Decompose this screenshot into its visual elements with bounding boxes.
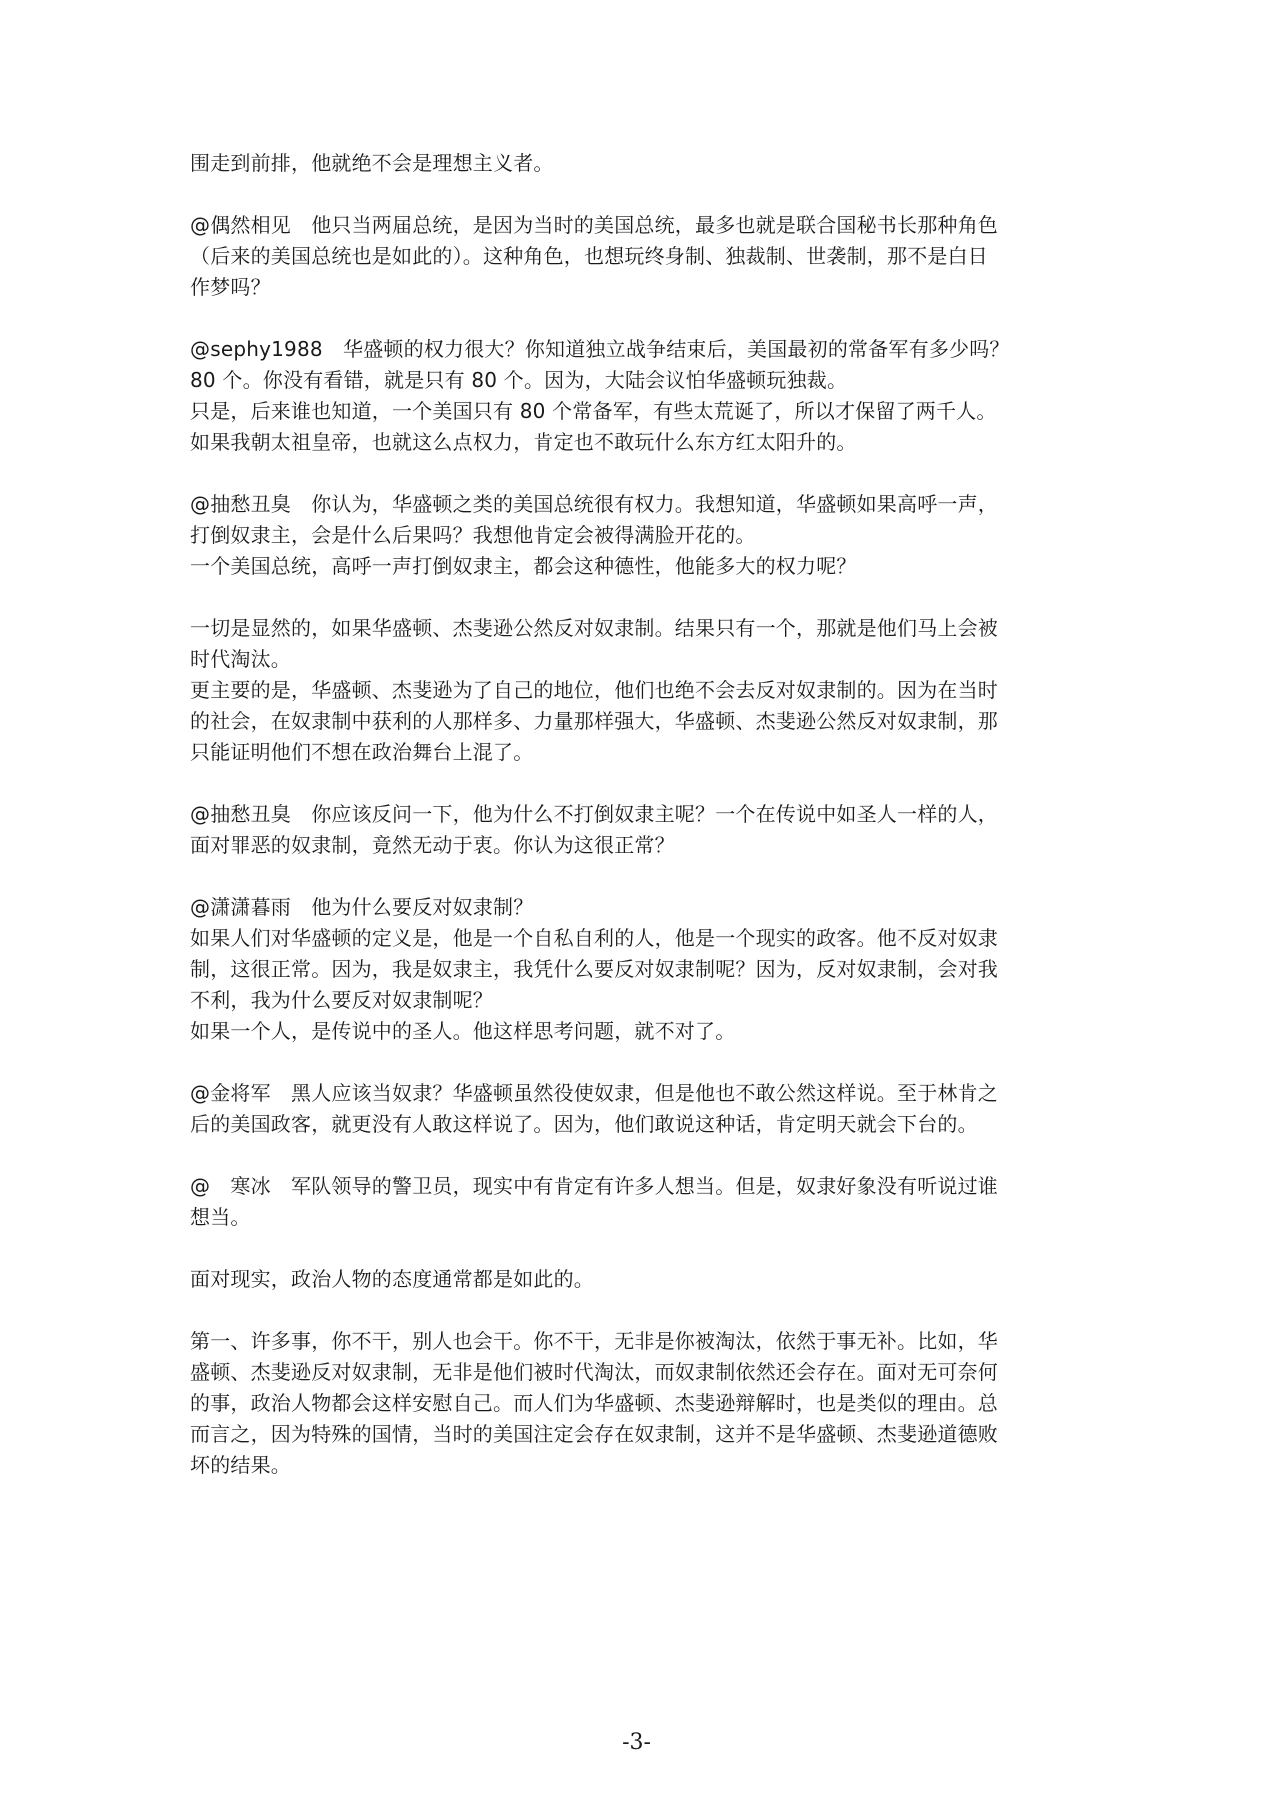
paragraph xyxy=(190,1326,1085,1481)
text-line: 面对现实，政治人物的态度通常都是如此的。 xyxy=(190,1267,594,1291)
paragraph xyxy=(190,892,1085,1047)
text-line: 第一、许多事，你不干，别人也会干。你不干，无非是你被淘汰，依然于事无补。比如，华 xyxy=(190,1329,998,1353)
text-line: 如果我朝太祖皇帝，也就这么点权力，肯定也不敢玩什么东方红太阳升的。 xyxy=(190,430,857,454)
text-line: 如果一个人，是传说中的圣人。他这样思考问题，就不对了。 xyxy=(190,1019,736,1043)
text-line: @ 寒冰 军队领导的警卫员，现实中有肯定有许多人想当。但是，奴隶好象没有听说过谁 xyxy=(190,1174,998,1198)
text-line: 打倒奴隶主，会是什么后果吗？我想他肯定会被得满脸开花的。 xyxy=(190,523,756,547)
text-line: 制，这很正常。因为，我是奴隶主，我凭什么要反对奴隶制呢？因为，反对奴隶制，会对我 xyxy=(190,957,998,981)
paragraph xyxy=(190,148,1085,179)
text-line: 80 个。你没有看错，就是只有 80 个。因为，大陆会议怕华盛顿玩独裁。 xyxy=(190,368,848,392)
text-line: @抽愁丑臭 你认为，华盛顿之类的美国总统很有权力。我想知道，华盛顿如果高呼一声， xyxy=(190,492,998,516)
text-line: 只是，后来谁也知道，一个美国只有 80 个常备军，有些太荒诞了，所以才保留了两千人。 xyxy=(190,399,997,423)
text-line: 只能证明他们不想在政治舞台上混了。 xyxy=(190,740,534,764)
paragraph xyxy=(190,1078,1085,1140)
document-body xyxy=(190,148,1085,1512)
text-line: 的社会，在奴隶制中获利的人那样多、力量那样强大，华盛顿、杰斐逊公然反对奴隶制，那 xyxy=(190,709,998,733)
text-line: 想当。 xyxy=(190,1205,251,1229)
page-number: -3- xyxy=(622,1730,651,1755)
paragraph xyxy=(190,799,1085,861)
text-line: 而言之，因为特殊的国情，当时的美国注定会存在奴隶制，这并不是华盛顿、杰斐逊道德败 xyxy=(190,1422,998,1446)
text-line: 不利，我为什么要反对奴隶制呢？ xyxy=(190,988,493,1012)
paragraph xyxy=(190,1171,1085,1233)
text-line: @sephy1988 华盛顿的权力很大？你知道独立战争结束后，美国最初的常备军有多少吗？ xyxy=(190,337,1010,361)
text-line: @偶然相见 他只当两届总统，是因为当时的美国总统，最多也就是联合国秘书长那种角色 xyxy=(190,213,998,237)
paragraph xyxy=(190,210,1085,303)
text-line: @抽愁丑臭 你应该反问一下，他为什么不打倒奴隶主呢？一个在传说中如圣人一样的人， xyxy=(190,802,998,826)
paragraph xyxy=(190,613,1085,768)
text-line: 围走到前排，他就绝不会是理想主义者。 xyxy=(190,151,554,175)
paragraph xyxy=(190,1264,1085,1295)
paragraph xyxy=(190,489,1085,582)
text-line: 盛顿、杰斐逊反对奴隶制，无非是他们被时代淘汰，而奴隶制依然还会存在。面对无可奈何 xyxy=(190,1360,998,1384)
text-line: 面对罪恶的奴隶制，竟然无动于衷。你认为这很正常？ xyxy=(190,833,675,857)
text-line: 的事，政治人物都会这样安慰自己。而人们为华盛顿、杰斐逊辩解时，也是类似的理由。总 xyxy=(190,1391,998,1415)
text-line: 时代淘汰。 xyxy=(190,647,291,671)
text-line: 如果人们对华盛顿的定义是，他是一个自私自利的人，他是一个现实的政客。他不反对奴隶 xyxy=(190,926,998,950)
text-line: 坏的结果。 xyxy=(190,1453,291,1477)
text-line: 后的美国政客，就更没有人敢这样说了。因为，他们敢说这种话，肯定明天就会下台的。 xyxy=(190,1112,978,1136)
text-line: 更主要的是，华盛顿、杰斐逊为了自己的地位，他们也绝不会去反对奴隶制的。因为在当时 xyxy=(190,678,998,702)
text-line: （后来的美国总统也是如此的）。这种角色，也想玩终身制、独裁制、世袭制，那不是白日 xyxy=(190,244,988,268)
paragraph xyxy=(190,334,1085,458)
text-line: 一切是显然的，如果华盛顿、杰斐逊公然反对奴隶制。结果只有一个，那就是他们马上会被 xyxy=(190,616,998,640)
text-line: @潇潇暮雨 他为什么要反对奴隶制？ xyxy=(190,895,534,919)
text-line: 一个美国总统，高呼一声打倒奴隶主，都会这种德性，他能多大的权力呢？ xyxy=(190,554,857,578)
text-line: 作梦吗？ xyxy=(190,275,271,299)
text-line: @金将军 黑人应该当奴隶？华盛顿虽然役使奴隶，但是他也不敢公然这样说。至于林肯之 xyxy=(190,1081,998,1105)
